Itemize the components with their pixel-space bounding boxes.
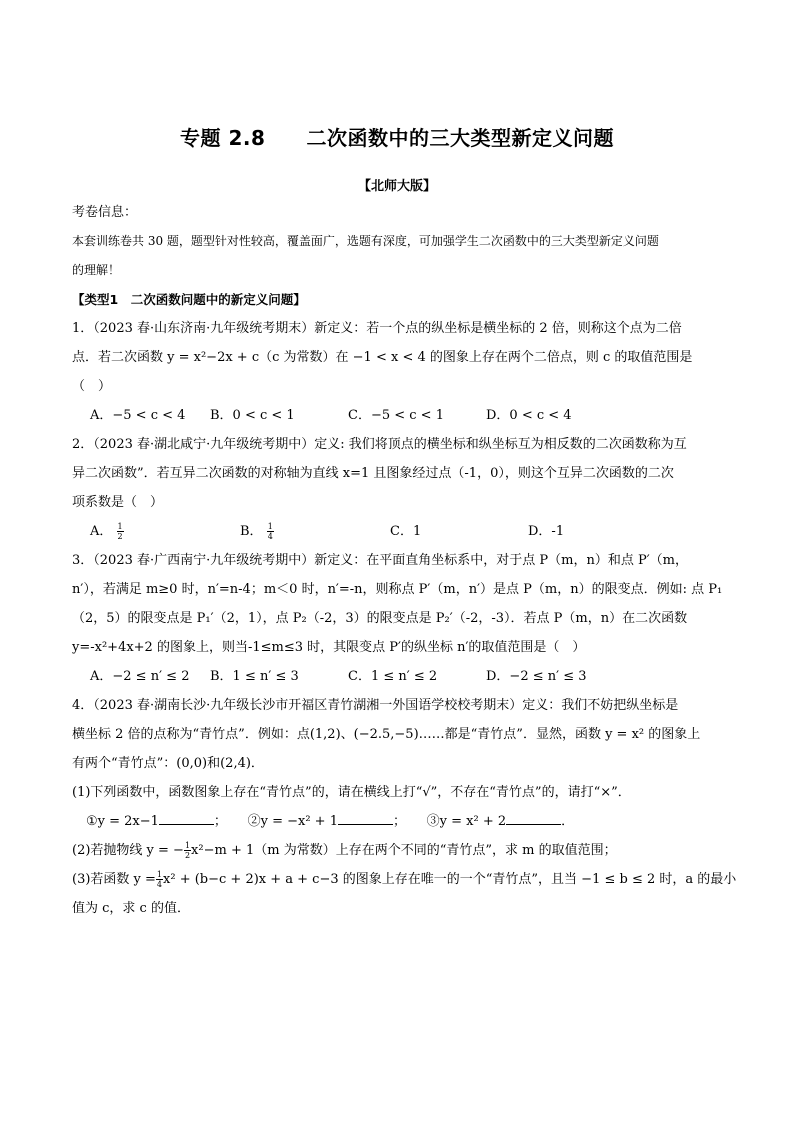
q2-option-b: B． $\frac{1}{4}$ [240, 522, 273, 541]
q1-option-b: B．0 < c < 1 [210, 408, 295, 423]
q3-line-2: n′），若满足 m≥0 时，n′=n-4；m＜0 时，n′=-n，则称点 P′（m，n′）是点 P（m，n）的限变点．例如: 点 P₁ [72, 582, 723, 597]
q2-options [72, 517, 722, 546]
q1-line-3: （ ） [72, 379, 112, 394]
q3-line-3: （2，5）的限变点是 P₁′（2，1），点 P₂（-2，3）的限变点是 P₂′（-2，-3）．若点 P（m，n）在二次函数 [72, 611, 688, 626]
q4-part-3: (3)若函数 y = $\frac{1}{4}$ x² + (b−c + 2)x + a + c−3 的图象上存在唯一的一个“青竹点”，且当 −1 ≤ b ≤ 2 时，a 的最小 [72, 870, 737, 889]
q1-line-1: 1．（2023 春·山东济南·九年级统考期末）新定义：若一个点的纵坐标是横坐标的 2 倍，则称这个点为二倍 [72, 321, 682, 336]
q3-options [72, 662, 722, 691]
q3-option-b: B．1 ≤ n′ ≤ 3 [210, 669, 299, 684]
question-1 [72, 314, 722, 430]
q2-option-b-fraction: $\frac{1}{4}$ [267, 522, 273, 541]
section-heading-type-1: 【类型1 二次函数问题中的新定义问题】 [72, 292, 306, 307]
paper-body [72, 198, 737, 923]
q3-option-a: A．−2 ≤ n′ ≤ 2 [90, 669, 190, 684]
q4-part-1c: ③y = x² + 2 [426, 814, 507, 829]
q1-option-a: A．−5 < c < 4 [90, 408, 186, 423]
q3-option-d: D．−2 ≤ n′ ≤ 3 [486, 669, 587, 684]
q4-line-2: 横坐标 2 倍的点称为“青竹点”．例如：点(1,2)、(−2.5,−5)……都是“青竹点”．显然，函数 y = x² 的图象上 [72, 727, 701, 742]
answer-blank-1c[interactable] [506, 810, 561, 825]
q4-part-1: (1)下列函数中，函数图象上存在“青竹点”的，请在横线上打“√”，不存在“青竹点”的，请打“×”． [72, 785, 631, 800]
intro-label: 考卷信息： [72, 205, 138, 220]
question-3 [72, 546, 722, 691]
q1-option-d: D．0 < c < 4 [486, 408, 572, 423]
answer-blank-1a[interactable] [159, 810, 214, 825]
q2-line-1: 2．（2023 春·湖北咸宁·九年级统考期中）定义: 我们将顶点的横坐标和纵坐标互为相反数的二次函数称为互 [72, 437, 687, 452]
q2-line-3: 项系数是（ ） [72, 495, 164, 510]
q4-part-2-fraction: $\frac{1}{2}$ [184, 841, 191, 860]
answer-blank-1b[interactable] [338, 810, 393, 825]
q4-part-3-fraction: $\frac{1}{4}$ [156, 870, 163, 889]
q1-option-c: C．−5 < c < 1 [348, 408, 444, 423]
edition-label: 【北师大版】 [357, 179, 436, 194]
q4-line-1: 4．（2023 春·湖南长沙·九年级长沙市开福区青竹湖湘一外国语学校校考期末）定义：我们不妨把纵坐标是 [72, 698, 679, 713]
q4-part-1a: ①y = 2x−1 [86, 814, 159, 829]
q1-options [72, 401, 722, 430]
q4-part-3-line-2: 值为 c，求 c 的值． [72, 901, 190, 916]
q4-line-3: 有两个“青竹点”：(0,0)和(2,4)． [72, 756, 264, 771]
q1-line-2: 点．若二次函数 y = x²−2x + c（c 为常数）在 −1 < x < 4 的图象上存在两个二倍点，则 c 的取值范围是 [72, 350, 693, 365]
question-2 [72, 430, 722, 546]
q2-option-d: D．-1 [528, 524, 565, 539]
q3-line-4: y=-x²+4x+2 的图象上，则当-1≤m≤3 时，其限变点 P′的纵坐标 n′的取值范围是（ ） [72, 640, 586, 655]
q2-option-a: A． $\frac{1}{2}$ [90, 522, 123, 541]
q2-option-c: C．1 [390, 524, 422, 539]
q2-option-a-fraction: $\frac{1}{2}$ [117, 522, 123, 541]
intro-line-2: 的理解！ [72, 263, 121, 277]
q3-line-1: 3．（2023 春·广西南宁·九年级统考期中）新定义：在平面直角坐标系中，对于点 P（m，n）和点 P′（m， [72, 553, 688, 568]
intro-line-1: 本套训练卷共 30 题，题型针对性较高，覆盖面广，选题有深度，可加强学生二次函数中的三大类型新定义问题 [72, 234, 659, 248]
question-4 [72, 691, 737, 923]
q4-part-1-items: ①y = 2x−1 ； ②y = −x² + 1 ； ③y = x² + 2 ． [72, 807, 722, 836]
q4-part-2: (2)若抛物线 y = − $\frac{1}{2}$ x²−m + 1（m 为常数）上存在两个不同的“青竹点”，求 m 的取值范围； [72, 841, 617, 860]
q2-line-2: 异二次函数”．若互异二次函数的对称轴为直线 x=1 且图象经过点（-1，0），则这个互异二次函数的二次 [72, 466, 674, 481]
page-title: 专题 2.8 二次函数中的三大类型新定义问题 [180, 126, 614, 150]
q3-option-c: C．1 ≤ n′ ≤ 2 [348, 669, 438, 684]
q4-part-1b: ②y = −x² + 1 [247, 814, 338, 829]
